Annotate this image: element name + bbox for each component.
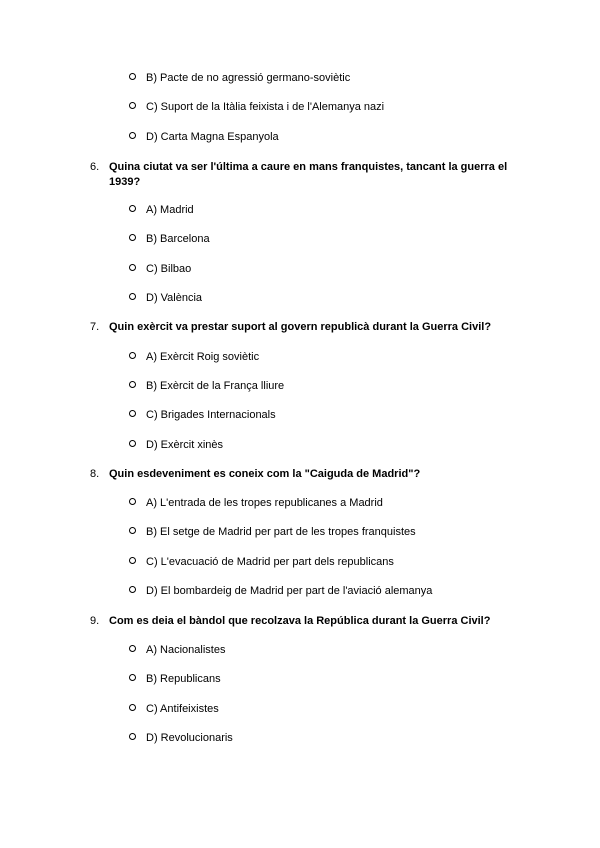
list-item bbox=[129, 525, 416, 539]
option-text: A) Nacionalistes bbox=[146, 644, 226, 656]
question-number: 9. bbox=[90, 615, 100, 627]
option-text: A) L'entrada de les tropes republicanes a Madrid bbox=[146, 497, 383, 509]
question-8 bbox=[90, 467, 520, 482]
option-text: C) Brigades Internacionals bbox=[146, 409, 276, 421]
list-item bbox=[129, 584, 432, 598]
list-item bbox=[129, 130, 279, 144]
list-item bbox=[129, 555, 394, 569]
circle-bullet-icon bbox=[129, 733, 136, 740]
circle-bullet-icon bbox=[129, 132, 136, 139]
question-number: 6. bbox=[90, 161, 100, 173]
option-text: A) Exèrcit Roig soviètic bbox=[146, 351, 260, 363]
list-item bbox=[129, 702, 219, 716]
option-text: C) Antifeixistes bbox=[146, 703, 219, 715]
list-item bbox=[129, 262, 191, 276]
option-text: D) Exèrcit xinès bbox=[146, 439, 224, 451]
circle-bullet-icon bbox=[129, 352, 136, 359]
circle-bullet-icon bbox=[129, 102, 136, 109]
option-text: B) Exèrcit de la França lliure bbox=[146, 380, 285, 392]
question-6 bbox=[90, 160, 520, 190]
option-text: A) Madrid bbox=[146, 204, 194, 216]
circle-bullet-icon bbox=[129, 264, 136, 271]
circle-bullet-icon bbox=[129, 527, 136, 534]
question-text: Quin exèrcit va prestar suport al govern republicà durant la Guerra Civil? bbox=[109, 321, 492, 333]
list-item bbox=[129, 291, 202, 305]
circle-bullet-icon bbox=[129, 704, 136, 711]
question-text: Quin esdeveniment es coneix com la "Caiguda de Madrid"? bbox=[109, 468, 421, 480]
question-9 bbox=[90, 614, 520, 629]
option-text: B) El setge de Madrid per part de les tropes franquistes bbox=[146, 526, 416, 538]
option-text: B) Pacte de no agressió germano-soviètic bbox=[146, 72, 351, 84]
circle-bullet-icon bbox=[129, 586, 136, 593]
list-item bbox=[129, 350, 259, 364]
list-item bbox=[129, 100, 384, 114]
list-item bbox=[129, 232, 210, 246]
circle-bullet-icon bbox=[129, 557, 136, 564]
option-text: B) Republicans bbox=[146, 673, 221, 685]
circle-bullet-icon bbox=[129, 440, 136, 447]
circle-bullet-icon bbox=[129, 234, 136, 241]
question-text: Quina ciutat va ser l'última a caure en mans franquistes, tancant la guerra el 1939? bbox=[109, 161, 508, 188]
option-text: D) València bbox=[146, 292, 203, 304]
circle-bullet-icon bbox=[129, 293, 136, 300]
option-text: D) El bombardeig de Madrid per part de l'aviació alemanya bbox=[146, 585, 433, 597]
circle-bullet-icon bbox=[129, 645, 136, 652]
circle-bullet-icon bbox=[129, 73, 136, 80]
option-text: D) Revolucionaris bbox=[146, 732, 233, 744]
question-7 bbox=[90, 320, 520, 335]
option-text: C) Bilbao bbox=[146, 263, 192, 275]
list-item bbox=[129, 71, 350, 85]
option-text: D) Carta Magna Espanyola bbox=[146, 131, 279, 143]
option-text: B) Barcelona bbox=[146, 233, 210, 245]
list-item bbox=[129, 496, 383, 510]
list-item bbox=[129, 731, 233, 745]
circle-bullet-icon bbox=[129, 674, 136, 681]
circle-bullet-icon bbox=[129, 205, 136, 212]
question-number: 8. bbox=[90, 468, 100, 480]
question-text: Com es deia el bàndol que recolzava la República durant la Guerra Civil? bbox=[109, 615, 491, 627]
list-item bbox=[129, 379, 284, 393]
circle-bullet-icon bbox=[129, 381, 136, 388]
question-number: 7. bbox=[90, 321, 100, 333]
option-text: C) Suport de la Itàlia feixista i de l'Alemanya nazi bbox=[146, 101, 385, 113]
list-item bbox=[129, 643, 225, 657]
list-item bbox=[129, 203, 194, 217]
list-item bbox=[129, 438, 223, 452]
list-item bbox=[129, 408, 276, 422]
circle-bullet-icon bbox=[129, 498, 136, 505]
circle-bullet-icon bbox=[129, 410, 136, 417]
option-text: C) L'evacuació de Madrid per part dels republicans bbox=[146, 556, 394, 568]
list-item bbox=[129, 672, 221, 686]
